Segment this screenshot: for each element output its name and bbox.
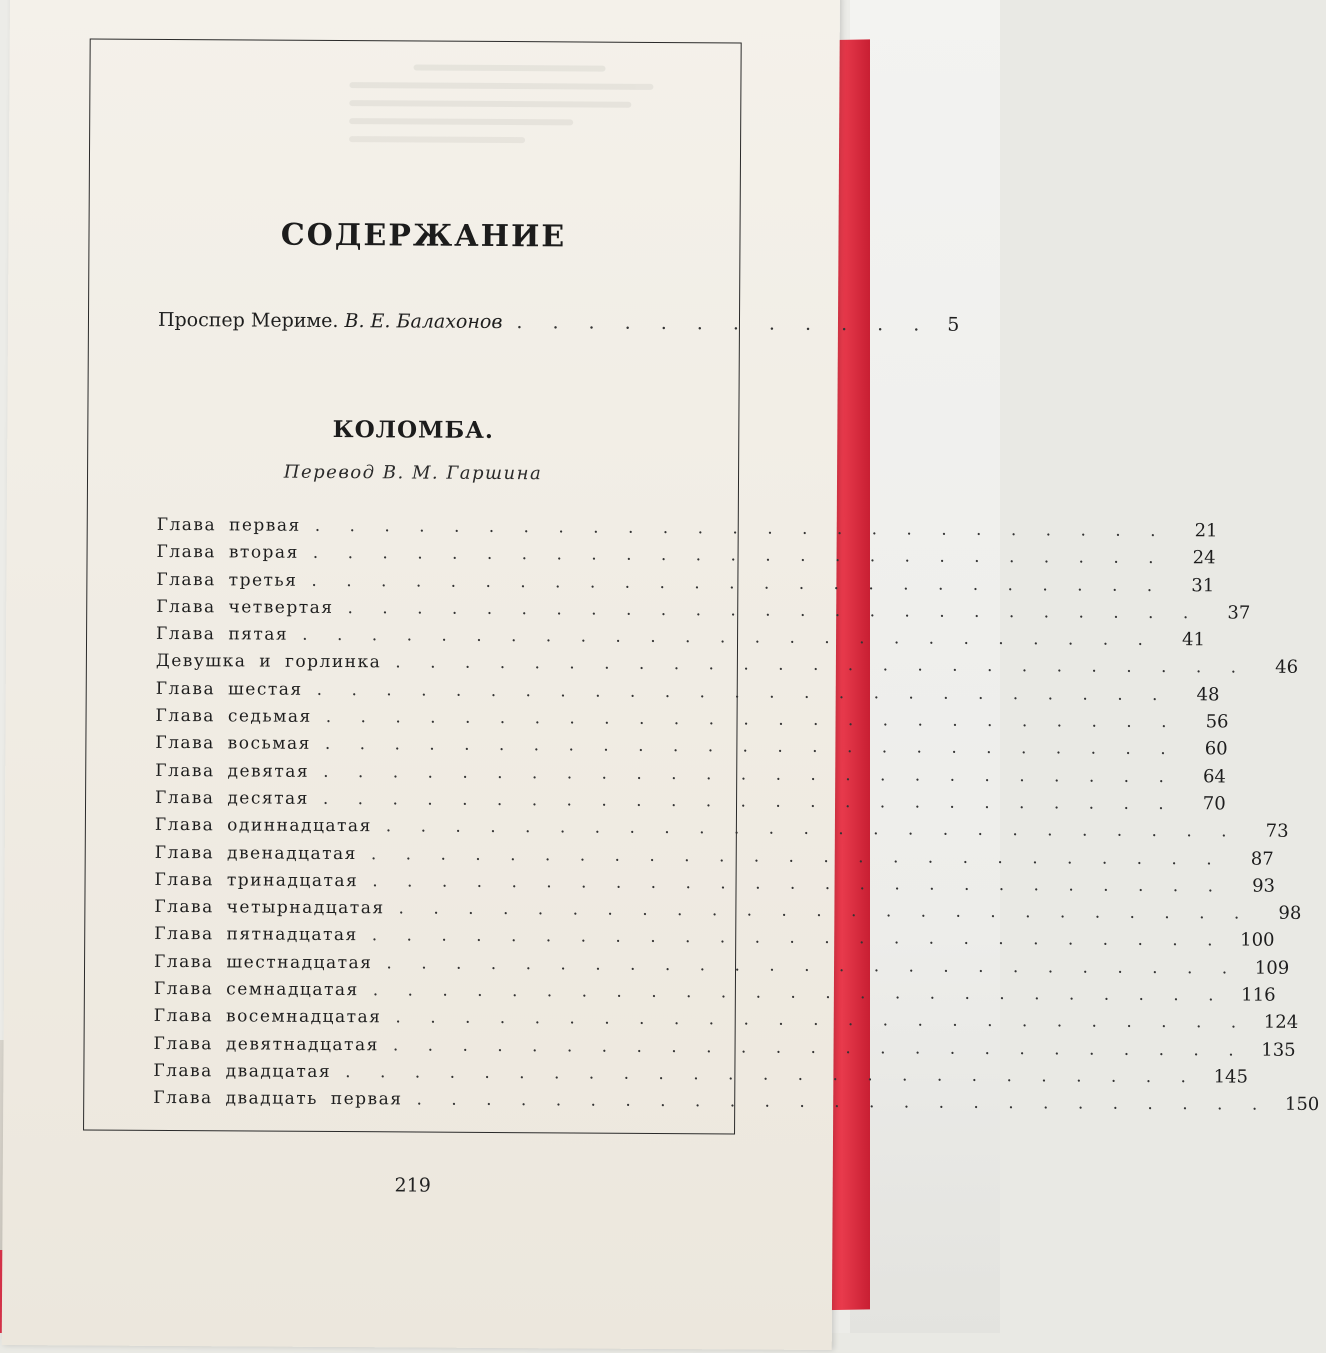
toc-entry[interactable] [156, 623, 1206, 654]
chapter-title: Глава девятнадцатая [153, 1033, 379, 1055]
dot-leader: . . . . . . . . . . . . . . . . . . . . . . . . . [372, 980, 1226, 1006]
toc-entry[interactable] [156, 541, 1216, 572]
toc-entry[interactable] [154, 896, 1302, 927]
toc-entry[interactable] [153, 1005, 1299, 1036]
toc-intro-entry[interactable] [157, 308, 960, 336]
dot-leader: . . . . . . . . . . . . . . . . . . . . . . . . . [314, 515, 1168, 542]
toc-entry[interactable] [154, 951, 1290, 982]
toc-entry[interactable] [154, 814, 1289, 845]
dot-leader: . . . . . . . . . . . . . . . . . . . . . . . . . [395, 1007, 1249, 1033]
dot-leader: . . . . . . . . . . . . . . . . . . . . . . . . . [370, 843, 1224, 869]
dot-leader: . . . . . . . . . . . . . . . . . . . . . . . . . [386, 953, 1240, 979]
intro-title: Проспер Мериме. [157, 308, 339, 333]
chapter-page-number: 145 [1213, 1066, 1249, 1088]
chapter-page-number: 93 [1252, 875, 1276, 897]
dot-leader: . . . . . . . . . . . . . . . . . . . . . . . . . [316, 679, 1170, 705]
dot-leader: . . . . . . . . . . . . [516, 311, 932, 336]
chapter-page-number: 98 [1278, 902, 1302, 925]
page-title: СОДЕРЖАНИЕ [280, 217, 567, 255]
translator-credit: Перевод В. М. Гаршина [283, 461, 543, 485]
dot-leader: . . . . . . . . . . . . . . . . . . . . . . . . . [302, 624, 1156, 651]
chapter-page-number: 21 [1194, 520, 1218, 542]
chapter-title: Глава четырнадцатая [154, 897, 385, 919]
dot-leader: . . . . . . . . . . . . . . . . . . . . . . . . . [385, 816, 1239, 842]
chapter-title: Девушка и горлинка [155, 651, 382, 673]
dot-leader: . . . . . . . . . . . . . . . . . . . . . . . . . [347, 597, 1201, 624]
chapter-title: Глава шестая [155, 678, 303, 700]
chapter-page-number: 109 [1254, 957, 1290, 979]
toc-entry[interactable] [154, 841, 1274, 872]
chapter-title: Глава седьмая [155, 705, 312, 727]
toc-entry[interactable] [153, 1087, 1320, 1118]
chapter-title: Глава девятая [155, 760, 310, 782]
chapter-title: Глава шестнадцатая [154, 951, 373, 973]
chapter-page-number: 60 [1204, 738, 1228, 760]
dot-leader: . . . . . . . . . . . . . . . . . . . . . . . . . [323, 761, 1176, 787]
toc-entry[interactable] [155, 732, 1228, 763]
chapter-page-number: 41 [1182, 629, 1206, 651]
dot-leader: . . . . . . . . . . . . . . . . . . . . . . . . . [324, 734, 1178, 760]
toc-entry[interactable] [155, 650, 1299, 681]
chapter-title: Глава двадцать первая [153, 1088, 403, 1110]
dot-leader: . . . . . . . . . . . . . . . . . . . . . . . . . [371, 925, 1225, 951]
toc-entry[interactable] [155, 705, 1229, 736]
dot-leader: . . . . . . . . . . . . . . . . . . . . . . . . . [395, 652, 1249, 679]
chapter-page-number: 56 [1205, 711, 1229, 733]
toc-entry[interactable] [155, 760, 1226, 791]
chapter-title: Глава семнадцатая [153, 978, 359, 1001]
chapter-page-number: 116 [1241, 984, 1276, 1006]
dot-leader: . . . . . . . . . . . . . . . . . . . . . . . . . [416, 1089, 1270, 1115]
intro-page-number: 5 [947, 313, 960, 336]
dot-leader: . . . . . . . . . . . . . . . . . . . . . . . . . [322, 788, 1176, 815]
dot-leader: . . . . . . . . . . . . . . . . . . . . . . . . . [392, 1034, 1246, 1061]
section-title: КОЛОМБА. [332, 415, 494, 444]
dot-leader: . . . . . . . . . . . . . . . . . . . . . . . . . [372, 871, 1226, 897]
chapter-page-number: 73 [1265, 820, 1289, 843]
chapter-title: Глава восемнадцатая [153, 1006, 382, 1028]
chapter-page-number: 24 [1192, 547, 1216, 569]
chapter-title: Глава третья [156, 569, 298, 591]
chapter-title: Глава вторая [156, 542, 299, 564]
toc-entry[interactable] [153, 1060, 1249, 1091]
chapter-title: Глава восьмая [155, 733, 311, 755]
toc-entry[interactable] [153, 978, 1276, 1009]
dot-leader: . . . . . . . . . . . . . . . . . . . . . . . . . [311, 570, 1165, 596]
toc-entry[interactable] [155, 787, 1226, 818]
dot-leader: . . . . . . . . . . . . . . . . . . . . . . . . . [398, 898, 1252, 924]
chapter-page-number: 124 [1263, 1012, 1299, 1034]
chapter-title: Глава двадцатая [153, 1060, 332, 1082]
dot-leader: . . . . . . . . . . . . . . . . . . . . . . . . . [345, 1062, 1199, 1088]
chapter-page-number: 48 [1196, 684, 1220, 706]
chapter-page-number: 135 [1261, 1039, 1296, 1061]
chapter-title: Глава одиннадцатая [154, 815, 372, 837]
chapter-page-number: 100 [1240, 929, 1275, 952]
book-page [2, 0, 1320, 1350]
toc-entry[interactable] [153, 1033, 1296, 1064]
intro-author: В. Е. Балахонов [344, 310, 503, 334]
toc-entry[interactable] [156, 568, 1215, 599]
chapter-page-number: 70 [1202, 793, 1226, 815]
chapter-page-number: 150 [1284, 1094, 1320, 1116]
dot-leader: . . . . . . . . . . . . . . . . . . . . . . . . . [325, 707, 1179, 733]
intro-label [158, 309, 503, 333]
chapter-title: Глава двенадцатая [154, 842, 357, 864]
chapter-page-number: 64 [1202, 765, 1226, 788]
chapter-title: Глава первая [156, 514, 301, 536]
chapter-title: Глава четвертая [156, 596, 334, 618]
toc-entry[interactable] [155, 678, 1220, 709]
chapter-title: Глава десятая [155, 787, 309, 809]
chapter-page-number: 46 [1275, 657, 1299, 679]
toc-entry[interactable] [154, 869, 1276, 900]
chapter-title: Глава пятая [156, 624, 289, 645]
chapter-page-number: 87 [1250, 848, 1274, 870]
chapter-page-number: 37 [1227, 602, 1251, 624]
toc-entry[interactable] [156, 514, 1218, 545]
dot-leader: . . . . . . . . . . . . . . . . . . . . . . . . . [312, 543, 1166, 569]
chapter-title: Глава тринадцатая [154, 869, 359, 892]
toc-list [153, 514, 1320, 1118]
toc-entry[interactable] [156, 596, 1251, 627]
page-number: 219 [394, 1174, 431, 1197]
chapter-page-number: 31 [1191, 574, 1215, 596]
toc-entry[interactable] [154, 923, 1275, 954]
chapter-title: Глава пятнадцатая [154, 924, 358, 946]
